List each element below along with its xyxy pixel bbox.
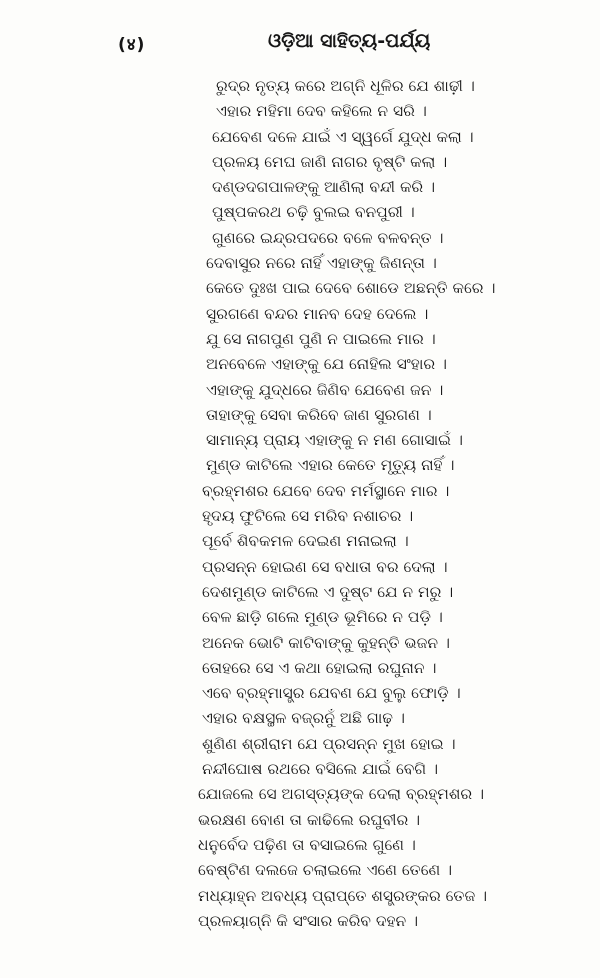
verse-line: ପୂର୍ବେ ଶିବକମଳ ଦେଇଣ ମନାଇଲା । <box>202 532 409 551</box>
verse-line: ବେଷ୍ଟିଣ ଦଲଜେ ଚଲାଇଲେ ଏଣେ ତେଣେ । <box>198 861 453 880</box>
verse-line: ଏବେ ବ୍ରହ୍ମାସ୍ତ୍ର ଯେବଣ ଯେ ବୁଲୁ ଫୋଡ଼ି । <box>202 684 461 703</box>
verse-line: ଅନେକ ଭୋଟି କାଟିବାଙ୍କୁ କୁହନ୍ତି ଭଜନ । <box>202 633 450 652</box>
verse-line: ଅନବେଳେ ଏହାଙ୍କୁ ଯେ ନୋହିଲ ସଂହାର । <box>206 355 448 374</box>
verse-line: ପୁଷ୍ପକରଥ ଚଢ଼ି ବୁଲଇ ବନପୁରୀ । <box>212 203 415 222</box>
verse-line: ହୃଦୟ ଫୁଟିଲେ ସେ ମରିବ ନଶାଚର । <box>202 507 414 526</box>
verse-line: ପ୍ରସନ୍ନ ହୋଇଣ ସେ ବଧାତା ବର ଦେଲା । <box>202 557 448 576</box>
verse-line: ରୁଦ୍ର ନୃତ୍ୟ କରେ ଅଗ୍ନି ଧୂଳିର ଯେ ଶାଢ଼ୀ । <box>216 77 475 95</box>
verse-line: ଯୁ ସେ ନାଗପୁଣ ପୁଣି ନ ପାଇଲେ ମାର । <box>206 329 436 348</box>
verse-block <box>198 74 588 934</box>
verse-line: ଏହାଙ୍କୁ ଯୁଦ୍ଧରେ ଜିଣିବ ଯେବେଣ ଜନ । <box>206 380 444 399</box>
verse-line: ନନ୍ଦୀଘୋଷ ରଥରେ ବସିଲେ ଯାଇଁ ବେଗି । <box>202 760 439 779</box>
verse-line: କେତେ ଦୁଃଖ ପାଇ ଦେବେ ଶୋଡେ ଅଛନ୍ତି କରେ । <box>206 279 496 298</box>
verse-line: ତାହାଙ୍କୁ ସେବା କରିବେ ଜାଣ ସୁରଗଣ । <box>206 405 432 424</box>
verse-line: ଯେବେଣ ଦଳେ ଯାଇଁ ଏ ସ୍ୱର୍ଗେ ଯୁଦ୍ଧ କଲା । <box>212 127 474 146</box>
verse-line: ଏହାର ମହିମା ଦେବ କହିଲେ ନ ସରି । <box>216 102 427 121</box>
verse-line: ଦେବାସୁର ନରେ ନାହିଁ ଏହାଙ୍କୁ ଜିଣନ୍ତା । <box>206 254 437 273</box>
verse-line: ଦଣ୍ଡଦଗପାଳଙ୍କୁ ଆଣିଲା ବନ୍ଦୀ କରି । <box>212 178 436 197</box>
verse-line: ସାମାନ୍ୟ ପ୍ରାୟ ଏହାଙ୍କୁ ନ ମଣ ଗୋସାଇଁ । <box>206 431 463 450</box>
verse-line: ତୋହରେ ସେ ଏ କଥା ହୋଇଲା ରଘୁନାନ । <box>202 658 437 677</box>
verse-line: ଦେଶମୁଣ୍ଡ କାଟିଲେ ଏ ଦୁଷ୍ଟ ଯେ ନ ମରୁ । <box>202 582 454 601</box>
verse-line: ଯୋଜଲେ ସେ ଅଗସ୍ତ୍ୟଙ୍କ ଦେଲା ବ୍ରହ୍ମଶର । <box>198 785 485 804</box>
verse-line: ଶୁଣିଣ ଶ୍ରୀରାମ ଯେ ପ୍ରସନ୍ନ ମୁଖ ହୋଇ । <box>202 734 456 753</box>
verse-line: ପ୍ରଳୟାଗ୍ନି କି ସଂସାର କରିବ ଦହନ । <box>198 911 419 930</box>
page-header <box>0 30 600 60</box>
verse-line: ମଧ୍ୟାହ୍ନ ଅବଧ୍ୟ ପ୍ରାପ୍ତେ ଶସ୍ତ୍ରଙ୍କର ତେଜ । <box>198 886 488 905</box>
verse-line: ଭରକ୍ଷଣ ବୋଣ ତା କାଢିଲେ ରଘୁବୀର । <box>198 810 421 829</box>
page-number: (४) <box>118 35 146 55</box>
verse-line: ବେଳ ଛାଡ଼ି ଗଲେ ମୁଣ୍ଡ ଭୂମିରେ ନ ପଡ଼ି । <box>202 608 443 627</box>
verse-line: ମୁଣ୍ଡ କାଟିଲେ ଏହାର କେତେ ମୃତ୍ୟୁ ନାହିଁ । <box>206 456 455 475</box>
verse-line: ସୁରଗଣେ ବନ୍ଦର ମାନବ ଦେହ ଦେଲେ । <box>206 304 429 323</box>
verse-line: ଗୁଣରେ ଇନ୍ଦ୍ରପଦରେ ବଳେ ବଳବନ୍ତ । <box>212 228 444 247</box>
verse-line: ବ୍ରହ୍ମଶର ଯେବେ ଦେବ ମର୍ମସ୍ଥାନେ ମାର । <box>202 481 450 500</box>
verse-line: ଧନୁର୍ବେଦ ପଢ଼ିଣ ତା ବସାଇଲେ ଗୁଣେ । <box>198 835 416 854</box>
verse-line: ପ୍ରଳୟ ମେଘ ଜାଣି ନାଗର ବୃଷ୍ଟି କଲା । <box>212 152 448 171</box>
verse-line: ଏହାର ବକ୍ଷସ୍ଥଳ ବଜ୍ରନୁଁ ଅଛି ଗାଢ଼ । <box>202 709 405 728</box>
running-title: ଓଡ଼ିଆ ସାହିତ୍ୟ-ପର୍ଯ୍ୟ <box>268 30 431 52</box>
